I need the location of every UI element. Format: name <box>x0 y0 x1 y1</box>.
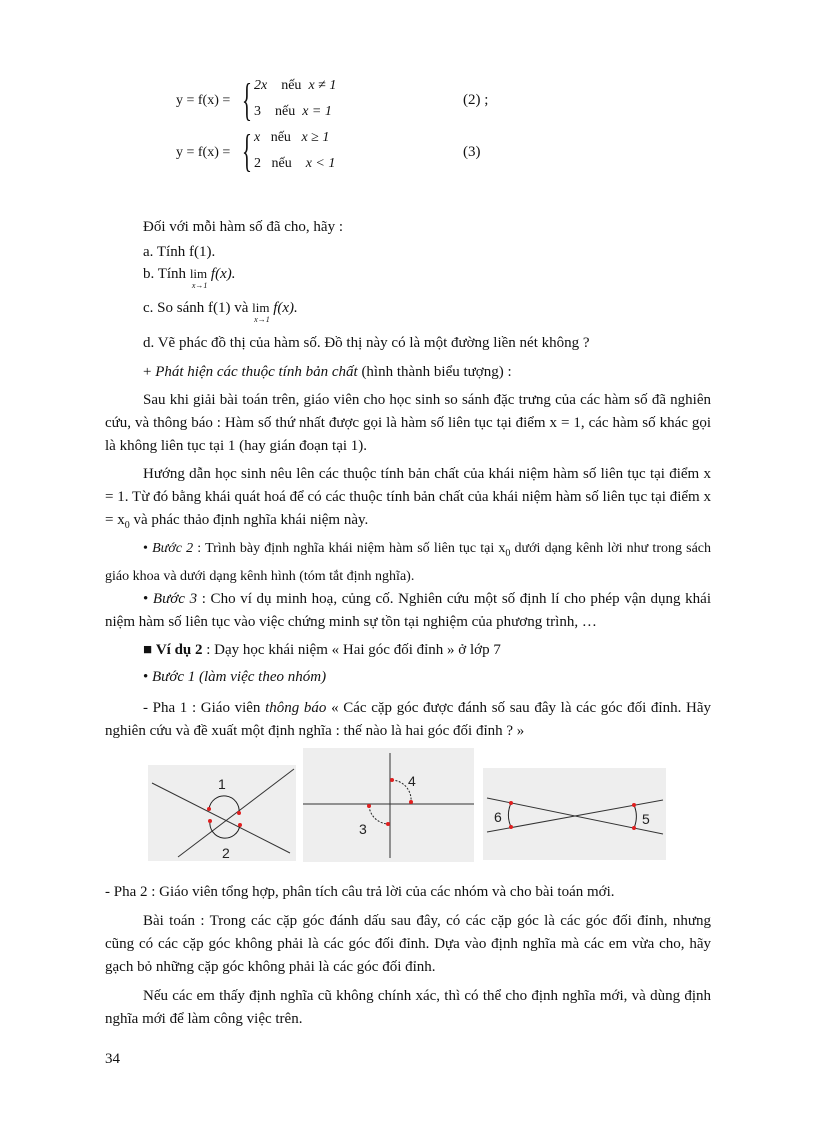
limit-c: lim x→1 <box>252 300 270 324</box>
fig2-label-4: 4 <box>408 773 416 789</box>
fig2-label-3: 3 <box>359 821 367 837</box>
paragraph-step2: • Bước 2 : Trình bày định nghĩa khái niệm hàm số liên tục tại $x_0$ dưới dạng kênh lời như trong sách giáo khoa và dưới dạng kênh hình (tóm tắt định nghĩa). <box>105 541 712 584</box>
fig2-dot <box>367 804 371 808</box>
limit-b: lim x→1 <box>189 266 208 290</box>
fig1-label-2: 2 <box>222 845 230 861</box>
fig1-dot <box>237 811 241 815</box>
fig3-dot <box>632 803 636 807</box>
fig3-dot <box>509 825 513 829</box>
eq2-brace: { <box>242 74 252 125</box>
task-b: b. Tính lim x→1 f(x). <box>143 266 236 290</box>
figure-1-svg <box>148 765 296 861</box>
eq2-case1: 2x nếu x ≠ 1 <box>254 78 337 93</box>
eq3-label: (3) <box>463 144 481 160</box>
figure-3-svg <box>483 768 666 860</box>
phase-2-text: - Pha 2 : Giáo viên tổng hợp, phân tích câu trả lời của các nhóm và cho bài toán mới. <box>105 884 615 900</box>
fig1-dot <box>238 823 242 827</box>
fig2-dot <box>386 822 390 826</box>
fig2-arc-3 <box>369 806 388 824</box>
fig3-dot <box>632 826 636 830</box>
figure-angles-3-4 <box>303 748 474 862</box>
eq2-label: (2) ; <box>463 92 489 108</box>
eq3-case1: x nếu x ≥ 1 <box>254 130 330 145</box>
eq2-lhs: y = f(x) = <box>176 93 231 108</box>
fig3-arc-5 <box>634 805 636 828</box>
paragraph-step3: • Bước 3 : Cho ví dụ minh hoạ, củng cố. Nghiên cứu một số định lí cho phép vận dụng khái niệm hàm số liên tục vào việc chứng minh sự tồn tại nghiệm của phương trình, … <box>105 591 712 630</box>
step-1-heading: • Bước 1 (làm việc theo nhóm) <box>143 669 327 685</box>
section-heading: + Phát hiện các thuộc tính bản chất (hình thành biểu tượng) : <box>143 364 512 380</box>
fig1-dot <box>207 807 211 811</box>
paragraph-2: Hướng dẫn học sinh nêu lên các thuộc tính bản chất của khái niệm hàm số liên tục tại điểm x = 1. Từ đó bằng khái quát hoá để có các thuộc tính bản chất của khái niệm hàm số liên tục tại điểm $x = x_0$ và phác thảo định nghĩa khái niệm này. <box>105 466 711 531</box>
fig2-dot <box>409 800 413 804</box>
eq2-case2: 3 nếu x = 1 <box>254 104 332 119</box>
eq3-lhs: y = f(x) = <box>176 145 231 160</box>
example-2-heading: ■ Ví dụ 2 : Dạy học khái niệm « Hai góc đối đỉnh » ở lớp 7 <box>143 642 501 658</box>
fig3-label-5: 5 <box>642 811 650 827</box>
task-d: d. Vẽ phác đồ thị của hàm số. Đồ thị này có là một đường liền nét không ? <box>143 335 590 351</box>
task-c: c. So sánh f(1) và lim x→1 f(x). <box>143 300 298 324</box>
fig3-arc-6 <box>508 803 511 827</box>
page-number: 34 <box>105 1051 120 1067</box>
fig3-dot <box>509 801 513 805</box>
paragraph-1: Sau khi giải bài toán trên, giáo viên cho học sinh so sánh đặc trưng của các hàm số đã nghiên cứu, và thông báo : Hàm số thứ nhất được gọi là hàm số liên tục tại điểm x = 1, các hàm số khác gọi là không liên tục tại 1 (hay gián đoạn tại 1). <box>105 392 711 454</box>
eq3-brace: { <box>242 125 252 176</box>
tasks-intro: Đối với mỗi hàm số đã cho, hãy : <box>143 219 343 235</box>
fig1-line-a <box>152 783 290 853</box>
figure-angles-5-6 <box>483 768 666 860</box>
fig1-dot <box>208 819 212 823</box>
phase-1-text: - Pha 1 : Giáo viên thông báo « Các cặp góc được đánh số sau đây là các góc đối đỉnh. Hãy nghiên cứu và đề xuất một định nghĩa : thế nào là hai góc đối đỉnh ? » <box>105 700 711 739</box>
fig3-label-6: 6 <box>494 809 502 825</box>
problem-text: Bài toán : Trong các cặp góc đánh dấu sau đây, có các cặp góc là các góc đối đỉnh, nhưng cũng có các cặp góc không phải là các góc đối đỉnh. Dựa vào định nghĩa mà các em vừa cho, hãy gạch bỏ những cặp góc không phải là các góc đối đỉnh. <box>105 913 711 975</box>
fig1-arc-1 <box>209 796 239 813</box>
last-paragraph: Nếu các em thấy định nghĩa cũ không chính xác, thì có thể cho định nghĩa mới, và dùng định nghĩa mới để làm công việc trên. <box>105 988 711 1027</box>
task-a: a. Tính f(1). <box>143 244 216 260</box>
fig2-dot <box>390 778 394 782</box>
fig1-line-b <box>178 769 294 857</box>
fig1-label-1: 1 <box>218 776 226 792</box>
figure-angles-1-2 <box>148 765 296 861</box>
eq3-case2: 2 nếu x < 1 <box>254 156 336 171</box>
figure-2-svg <box>303 748 474 862</box>
